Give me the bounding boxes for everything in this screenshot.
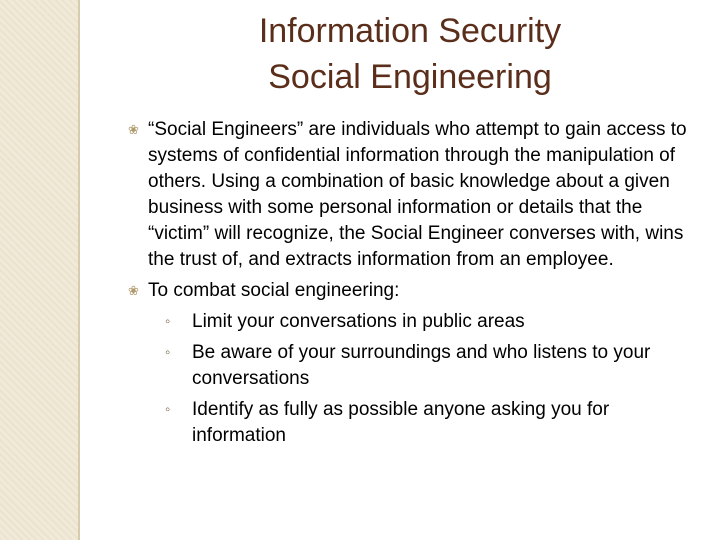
- title-line-2: Social Engineering: [268, 58, 552, 96]
- title-line-1: Information Security: [258, 12, 562, 50]
- sub-bullet-list: [148, 309, 708, 449]
- flower-bullet-icon: ❀: [128, 122, 139, 137]
- bullet-item: [128, 278, 708, 449]
- slide-body: [128, 117, 708, 454]
- sub-bullet-text: Be aware of your surroundings and who listens to your conversations: [192, 342, 651, 389]
- sub-bullet-text: Limit your conversations in public areas: [192, 311, 525, 332]
- bullet-text: To combat social engineering:: [148, 280, 400, 301]
- circle-bullet-icon: ◦: [165, 344, 171, 361]
- sub-bullet-item: [148, 340, 708, 392]
- sub-bullet-item: [148, 309, 708, 335]
- circle-bullet-icon: ◦: [165, 401, 171, 418]
- side-panel-border: [78, 0, 80, 540]
- sub-bullet-item: [148, 397, 708, 449]
- circle-bullet-icon: ◦: [165, 313, 171, 330]
- decorative-side-panel: [0, 0, 78, 540]
- slide-title: [120, 8, 700, 100]
- sub-bullet-text: Identify as fully as possible anyone asking you for information: [192, 399, 610, 446]
- bullet-text: “Social Engineers” are individuals who attempt to gain access to systems of confidential information through the manipulation of others. Using a combination of basic knowledge about a given business with some personal information or details that the “victim” will recognize, the Social Engineer converses with, wins the trust of, and extracts information from an employee.: [148, 119, 687, 270]
- bullet-item: [128, 117, 708, 273]
- flower-bullet-icon: ❀: [128, 283, 139, 298]
